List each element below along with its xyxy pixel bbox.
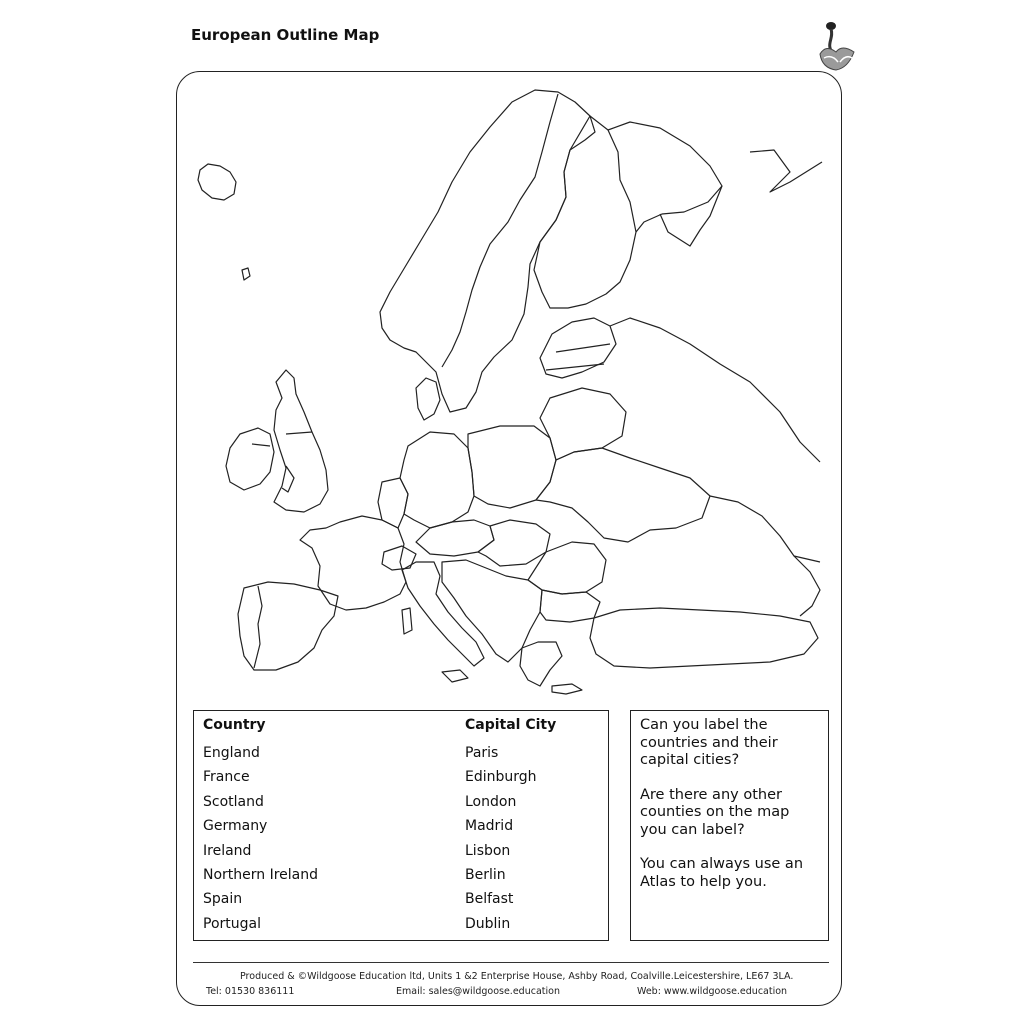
sicily-outline <box>442 670 468 682</box>
country-item: France <box>203 769 250 786</box>
footer-website: Web: www.wildgoose.education <box>637 986 788 997</box>
denmark-outline <box>416 378 440 420</box>
country-column-header: Country <box>203 717 266 733</box>
country-item: Portugal <box>203 915 261 932</box>
footer-email: Email: sales@wildgoose.education <box>396 986 560 997</box>
footer-divider <box>193 962 829 963</box>
capital-item: Madrid <box>465 818 514 835</box>
hungary-slovakia-outline <box>478 520 550 566</box>
caucasus-outline <box>794 556 820 616</box>
capital-item: Dublin <box>465 915 511 932</box>
great-britain-outline <box>274 370 328 512</box>
white-sea-coast <box>660 186 722 246</box>
romania-outline <box>528 542 606 594</box>
poland-outline <box>468 426 556 508</box>
capital-item: Belfast <box>465 891 514 908</box>
scotland-england-border <box>286 432 312 434</box>
iceland-outline <box>198 164 236 200</box>
country-item: Germany <box>203 818 268 835</box>
kola-russia-outline <box>608 122 722 232</box>
germany-outline <box>400 432 474 528</box>
spain-portugal-border <box>254 586 262 668</box>
instruction-use-atlas: You can always use an Atlas to help you. <box>640 856 804 890</box>
switzerland-outline <box>382 546 416 570</box>
footer-credit: Produced & ©Wildgoose Education ltd, Units 1 &2 Enterprise House, Ashby Road, Coalville.Leicestershire, LE67 3LA. <box>240 971 794 982</box>
country-item: Spain <box>203 891 243 908</box>
capital-item: Lisbon <box>465 842 511 859</box>
bulgaria-outline <box>540 590 600 622</box>
italy-outline <box>402 562 484 666</box>
ukraine-outline <box>536 448 710 542</box>
latvia-lithuania-border <box>546 364 604 370</box>
faroe-outline <box>242 268 250 280</box>
europe-outline-map <box>190 82 830 700</box>
czech-austria-outline <box>416 520 494 556</box>
instruction-label-capitals: Can you label the countries and their capital cities? <box>640 717 778 768</box>
instruction-other-countries: Are there any other counties on the map you can label? <box>640 786 790 838</box>
russia-west-outline <box>610 318 820 462</box>
norway-sweden-border <box>442 94 558 367</box>
capital-item: Berlin <box>465 866 506 883</box>
estonia-latvia-border <box>556 344 610 352</box>
capital-item: London <box>465 793 517 810</box>
belarus-outline <box>540 388 626 460</box>
capital-list <box>465 741 537 936</box>
footer-telephone: Tel: 01530 836111 <box>206 986 295 997</box>
russia-north-coast <box>750 150 822 192</box>
capital-item: Paris <box>465 745 499 761</box>
greece-outline <box>520 642 562 686</box>
finland-outline <box>534 116 636 308</box>
country-item: Scotland <box>203 793 264 810</box>
page-title: European Outline Map <box>191 26 380 44</box>
instructions-box <box>630 710 829 941</box>
country-item: England <box>203 745 260 761</box>
iberia-outline <box>238 582 338 670</box>
sardinia-outline <box>402 608 412 634</box>
country-list <box>203 741 318 936</box>
wildgoose-goose-icon <box>814 18 864 74</box>
russia-border-south <box>710 496 820 562</box>
capital-column-header: Capital City <box>465 717 557 733</box>
country-capital-list <box>193 710 609 941</box>
turkey-outline <box>590 608 818 668</box>
country-item: Ireland <box>203 842 252 859</box>
france-outline <box>300 516 406 610</box>
capital-item: Edinburgh <box>465 769 537 786</box>
crete-outline <box>552 684 582 694</box>
country-item: Northern Ireland <box>203 866 319 883</box>
northern-ireland-border <box>252 444 270 446</box>
ireland-outline <box>226 428 274 490</box>
